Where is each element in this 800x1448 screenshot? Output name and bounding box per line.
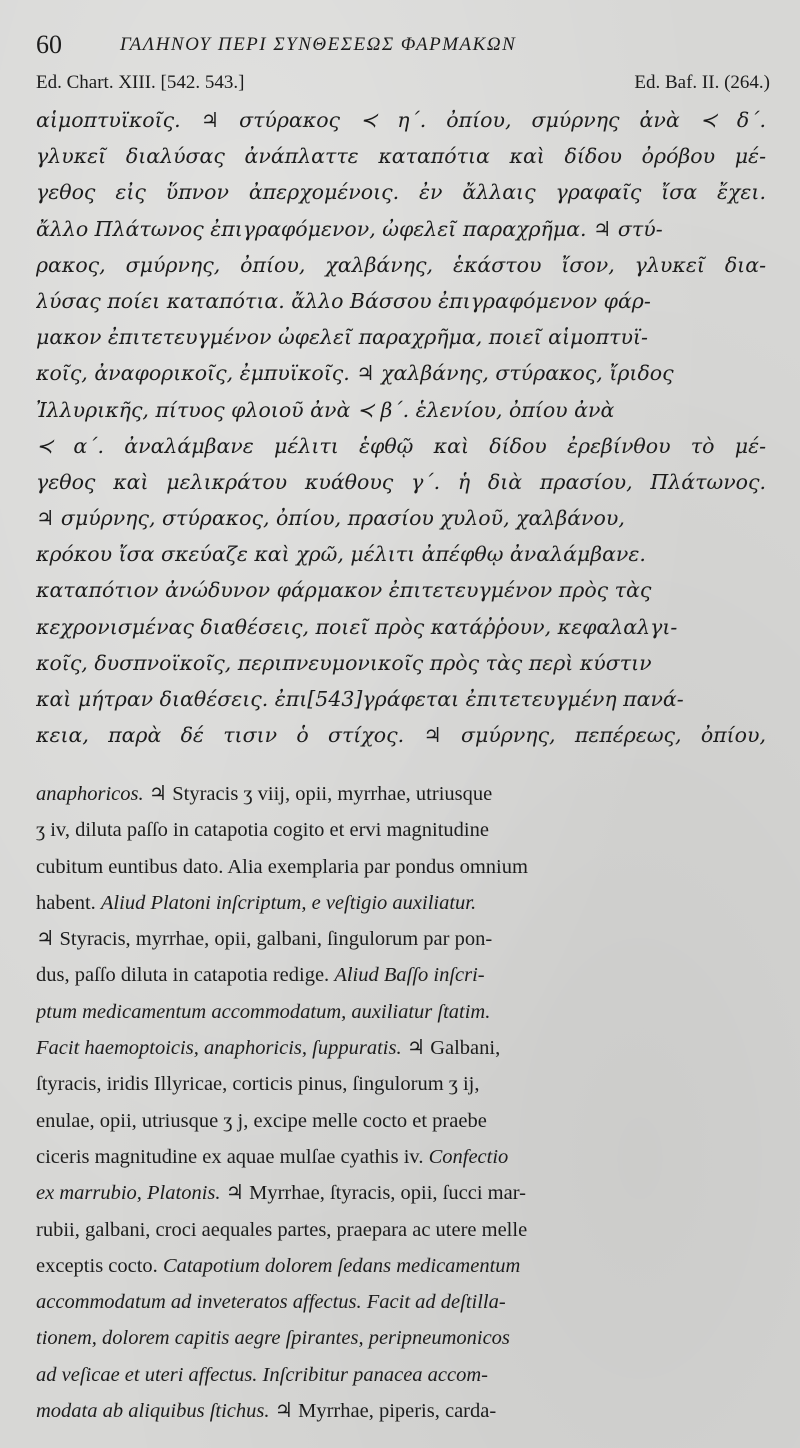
greek-line: αἱμοπτυϊκοῖς. ♃ στύρακος ≺ η΄. ὀπίου, σμύρνης ἀνὰ ≺ δ΄.	[36, 108, 766, 132]
latin-italic-segment: Catapotium dolorem ſedans medicamentum	[162, 1254, 521, 1277]
greek-line: γεθος εἰς ὕπνον ἀπερχομένοις. ἐν ἄλλαις γραφαῖς ἴσα ἔχει.	[36, 180, 766, 205]
latin-italic-segment: Aliud Platoni inſcriptum, e veſtigio auxiliatur.	[100, 891, 477, 914]
latin-roman-segment: ſtyracis, iridis Illyricae, corticis pinus, ſingulorum ʒ ij,	[36, 1073, 480, 1096]
greek-line: κεια, παρὰ δέ τισιν ὁ στίχος. ♃ σμύρνης, πεπέρεως, ὀπίου,	[36, 723, 766, 748]
greek-line: γεθος καὶ μελικράτου κυάθους γ΄. ἡ διὰ πρασίου, Πλάτωνος.	[36, 469, 766, 494]
page-header	[36, 30, 770, 64]
latin-line	[36, 1212, 766, 1248]
edition-chartier: Ed. Chart. XIII. [542. 543.]	[36, 72, 245, 93]
latin-italic-segment: anaphoricos.	[36, 783, 144, 805]
greek-line: ♃ σμύρνης, στύρακος, ὀπίου, πρασίου χυλοῦ, χαλβάνου,	[36, 506, 625, 531]
latin-line	[36, 1320, 766, 1356]
greek-line: μακον ἐπιτετευγμένον ὠφελεῖ παραχρῆμα, ποιεῖ αἱμοπτυϊ-	[36, 325, 648, 350]
latin-line	[36, 921, 766, 957]
greek-line: λύσας ποίει καταπότια. ἄλλο Βάσσου ἐπιγραφόμενον φάρ-	[36, 288, 651, 313]
latin-roman-segment: ♃ Styracis ʒ viij, opii, myrrhae, utriusque	[143, 783, 493, 805]
latin-roman-segment: cubitum euntibus dato. Alia exemplaria par pondus omnium	[36, 855, 528, 878]
latin-line	[36, 1357, 766, 1393]
latin-italic-segment: accommodatum ad inveteratos affectus. Facit ad deſtilla-	[36, 1291, 506, 1314]
latin-line	[36, 1066, 766, 1102]
latin-line	[36, 1139, 766, 1175]
greek-line: ρακος, σμύρνης, ὀπίου, χαλβάνης, ἑκάστου ἴσον, γλυκεῖ δια-	[36, 252, 766, 277]
latin-roman-segment: dus, paſſo diluta in catapotia redige.	[36, 964, 335, 987]
latin-italic-segment: Confectio	[428, 1145, 509, 1168]
latin-roman-segment: ♃ Galbani,	[401, 1037, 501, 1060]
latin-text-block	[36, 776, 766, 1429]
latin-italic-segment: modata ab aliquibus ſtichus.	[36, 1400, 270, 1423]
latin-roman-segment: ♃ Styracis, myrrhae, opii, galbani, ſingulorum par pon-	[36, 928, 493, 951]
latin-italic-segment: tionem, dolorem capitis aegre ſpirantes, peripneumonicos	[36, 1327, 510, 1350]
latin-line	[36, 957, 766, 993]
latin-roman-segment: ʒ iv, diluta paſſo in catapotia cogito et ervi magnitudine	[36, 819, 489, 842]
page-number: 60	[36, 30, 62, 59]
greek-line: κεχρονισμένας διαθέσεις, ποιεῖ πρὸς κατάῤῥουν, κεφαλαλγι-	[36, 614, 678, 639]
latin-line	[36, 812, 766, 848]
latin-line	[36, 1284, 766, 1320]
latin-italic-segment: Aliud Baſſo inſcri-	[334, 964, 485, 987]
greek-line: καταπότιον ἀνώδυνον φάρμακον ἐπιτετευγμένον πρὸς τὰς	[36, 578, 652, 603]
latin-line	[36, 849, 766, 885]
latin-roman-segment: ♃ Myrrhae, piperis, carda-	[269, 1400, 497, 1423]
latin-line	[36, 1248, 766, 1284]
latin-roman-segment: habent.	[36, 891, 101, 914]
latin-line	[36, 1175, 766, 1211]
latin-roman-segment: rubii, galbani, croci aequales partes, praepara ac utere melle	[36, 1218, 528, 1241]
latin-line	[36, 776, 766, 812]
latin-roman-segment: ciceris magnitudine ex aquae mulſae cyathis iv.	[36, 1145, 429, 1168]
greek-line: Ἰλλυρικῆς, πίτυος φλοιοῦ ἀνὰ ≺ β΄. ἑλενίου, ὀπίου ἀνὰ	[36, 397, 615, 422]
latin-line	[36, 1393, 766, 1429]
edition-references	[36, 72, 770, 100]
latin-line	[36, 1103, 766, 1139]
latin-roman-segment: exceptis cocto.	[36, 1254, 163, 1277]
running-title: ΓΑΛΗΝΟΥ ΠΕΡΙ ΣΥΝΘΕΣΕΩΣ ΦΑΡΜΑΚΩΝ	[120, 34, 517, 55]
latin-line	[36, 885, 766, 921]
latin-roman-segment: ♃ Myrrhae, ſtyracis, opii, ſucci mar-	[220, 1182, 526, 1205]
greek-line: ≺ α΄. ἀναλάμβανε μέλιτι ἑφθῷ καὶ δίδου ἐρεβίνθου τὸ μέ-	[36, 433, 766, 458]
latin-italic-segment: ad veſicae et uteri affectus. Inſcribitur panacea accom-	[36, 1363, 489, 1386]
latin-italic-segment: ex marrubio, Platonis.	[36, 1182, 221, 1205]
greek-line: κοῖς, δυσπνοϊκοῖς, περιπνευμονικοῖς πρὸς τὰς περὶ κύστιν	[36, 650, 652, 675]
greek-line: καὶ μήτραν διαθέσεις. ἐπι[543]γράφεται ἐπιτετευγμένη πανά-	[36, 687, 684, 711]
latin-italic-segment: Facit haemoptoicis, anaphoricis, ſuppuratis.	[36, 1037, 402, 1060]
greek-line: ἄλλο Πλάτωνος ἐπιγραφόμενον, ὠφελεῖ παραχρῆμα. ♃ στύ-	[36, 216, 663, 241]
greek-line: γλυκεῖ διαλύσας ἀνάπλαττε καταπότια καὶ δίδου ὀρόβου μέ-	[36, 144, 766, 169]
greek-line: κρόκου ἴσα σκεύαζε καὶ χρῶ, μέλιτι ἀπέφθῳ ἀναλάμβανε.	[36, 542, 646, 567]
latin-roman-segment: enulae, opii, utriusque ʒ j, excipe melle cocto et praebe	[36, 1109, 487, 1132]
latin-line	[36, 1030, 766, 1066]
greek-text-block	[36, 102, 766, 753]
greek-line: κοῖς, ἀναφορικοῖς, ἐμπυϊκοῖς. ♃ χαλβάνης, στύρακος, ἴριδος	[36, 361, 674, 386]
latin-line	[36, 994, 766, 1030]
edition-basel: Ed. Baf. II. (264.)	[634, 72, 770, 93]
latin-italic-segment: ptum medicamentum accommodatum, auxiliatur ſtatim.	[36, 1000, 491, 1023]
